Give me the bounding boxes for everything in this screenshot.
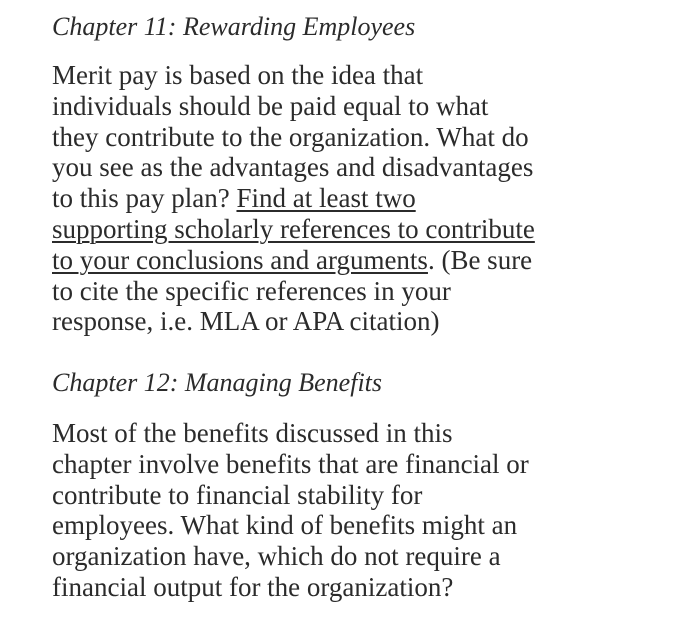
underlined-instruction: Find at least two — [236, 183, 416, 214]
text-line: individuals should be paid equal to what — [52, 90, 489, 121]
text-line: Merit pay is based on the idea that — [52, 60, 424, 90]
text-line: Most of the benefits discussed in this — [52, 418, 453, 448]
text-line — [52, 245, 652, 276]
text-line: financial output for the organization? — [52, 571, 454, 602]
chapter-12-question — [52, 418, 652, 603]
text-line — [52, 183, 652, 214]
text-line — [52, 214, 652, 245]
text-line: organization have, which do not require a — [52, 541, 501, 572]
text-segment: to this pay plan? — [52, 183, 237, 214]
chapter-11-heading: Chapter 11: Rewarding Employees — [52, 12, 416, 41]
text-segment: . (Be sure — [427, 244, 533, 275]
underlined-instruction: supporting scholarly references to contribute — [52, 213, 535, 244]
text-line: you see as the advantages and disadvantages — [52, 152, 534, 183]
chapter-11-question — [52, 60, 652, 337]
text-line: employees. What kind of benefits might an — [52, 510, 518, 541]
text-line: response, i.e. MLA or APA citation) — [52, 306, 440, 337]
text-line: contribute to financial stability for — [52, 479, 423, 510]
text-line: to cite the specific references in your — [52, 275, 451, 306]
text-line: chapter involve benefits that are financial or — [52, 448, 529, 479]
underlined-instruction: to your conclusions and arguments — [52, 244, 428, 275]
text-line: they contribute to the organization. What do — [52, 121, 529, 152]
chapter-12-heading: Chapter 12: Managing Benefits — [52, 368, 383, 397]
